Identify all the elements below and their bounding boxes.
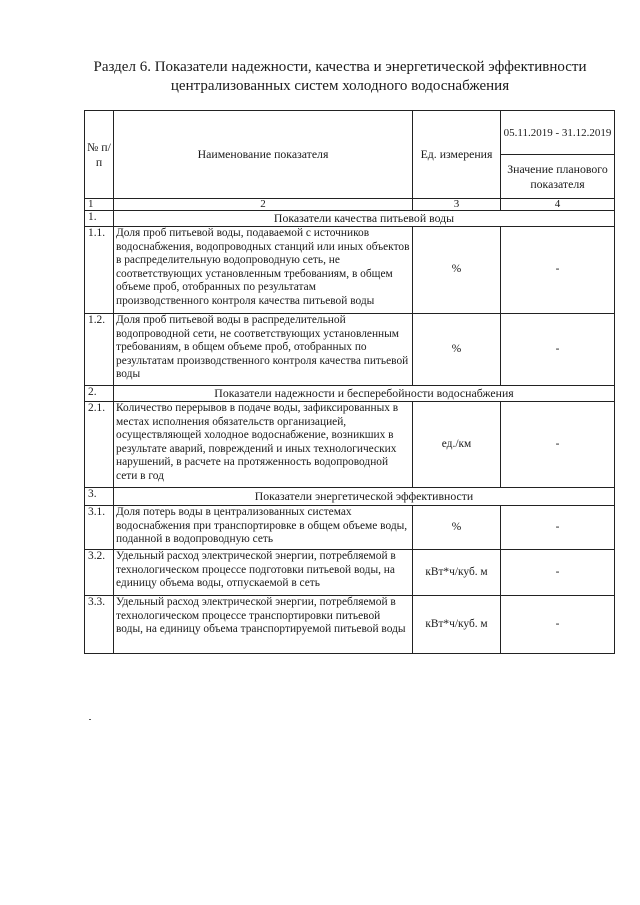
section-num: 2. <box>85 386 114 402</box>
row-num: 3.1. <box>85 506 114 550</box>
section-row <box>85 488 615 506</box>
section-heading: Показатели надежности и бесперебойности водоснабжения <box>114 386 615 402</box>
row-name: Доля проб питьевой воды в распределительной водопроводной сети, не соответствующих установленным требованиям, в общем объеме проб, отобранных по результатам производственного контроля качества питьевой воды <box>114 314 413 386</box>
section-heading: Показатели качества питьевой воды <box>114 211 615 227</box>
row-value: - <box>501 314 615 386</box>
table-row <box>85 506 615 550</box>
table-row <box>85 227 615 314</box>
header-period: 05.11.2019 - 31.12.2019 <box>501 111 615 155</box>
row-value: - <box>501 506 615 550</box>
row-name: Доля проб питьевой воды, подаваемой с источников водоснабжения, водопроводных станций или иных объектов в распределительную водопроводную сеть, не соответствующих установленным требованиям, в общем объеме проб, отобранных по результатам производственного контроля качества питьевой воды <box>114 227 413 314</box>
header-row-1 <box>85 111 615 155</box>
header-value: Значение планового показателя <box>501 155 615 199</box>
section-row <box>85 386 615 402</box>
indicators-table <box>84 110 615 654</box>
section-num: 1. <box>85 211 114 227</box>
section-row <box>85 211 615 227</box>
section-heading: Показатели энергетической эффективности <box>114 488 615 506</box>
row-value: - <box>501 596 615 654</box>
row-name: Доля потерь воды в централизованных системах водоснабжения при транспортировке в общем объеме воды, поданной в водопроводную сеть <box>114 506 413 550</box>
section-title-line-1: Раздел 6. Показатели надежности, качества и энергетической эффективности <box>93 59 587 75</box>
column-numbers-row <box>85 199 615 211</box>
row-name: Удельный расход электрической энергии, потребляемой в технологическом процессе транспортировки питьевой воды, на единицу объема транспортируемой питьевой воды <box>114 596 413 654</box>
column-number: 4 <box>501 199 615 211</box>
header-num: № п/п <box>85 111 114 199</box>
row-num: 1.2. <box>85 314 114 386</box>
header-unit: Ед. измерения <box>413 111 501 199</box>
section-title <box>60 58 620 96</box>
row-unit: кВт*ч/куб. м <box>413 550 501 596</box>
row-name: Количество перерывов в подаче воды, зафиксированных в местах исполнения обязательств организацией, осуществляющей холодное водоснабжение, возникших в результате аварий, повреждений и иных технологических нарушений, в расчете на протяженность водопроводной сети в год <box>114 402 413 488</box>
row-name: Удельный расход электрической энергии, потребляемой в технологическом процессе подготовки питьевой воды, на единицу объема воды, отпускаемой в сеть <box>114 550 413 596</box>
row-num: 1.1. <box>85 227 114 314</box>
table-row <box>85 402 615 488</box>
row-unit: ед./км <box>413 402 501 488</box>
column-number: 3 <box>413 199 501 211</box>
scan-speck <box>89 719 91 720</box>
row-num: 2.1. <box>85 402 114 488</box>
row-unit: % <box>413 227 501 314</box>
table-row <box>85 596 615 654</box>
row-unit: % <box>413 506 501 550</box>
row-value: - <box>501 550 615 596</box>
header-name: Наименование показателя <box>114 111 413 199</box>
row-num: 3.3. <box>85 596 114 654</box>
row-unit: % <box>413 314 501 386</box>
table-row <box>85 550 615 596</box>
row-value: - <box>501 402 615 488</box>
section-num: 3. <box>85 488 114 506</box>
row-value: - <box>501 227 615 314</box>
table-row <box>85 314 615 386</box>
section-title-line-2: централизованных систем холодного водоснабжения <box>170 78 510 94</box>
row-num: 3.2. <box>85 550 114 596</box>
row-unit: кВт*ч/куб. м <box>413 596 501 654</box>
column-number: 2 <box>114 199 413 211</box>
column-number: 1 <box>85 199 114 211</box>
